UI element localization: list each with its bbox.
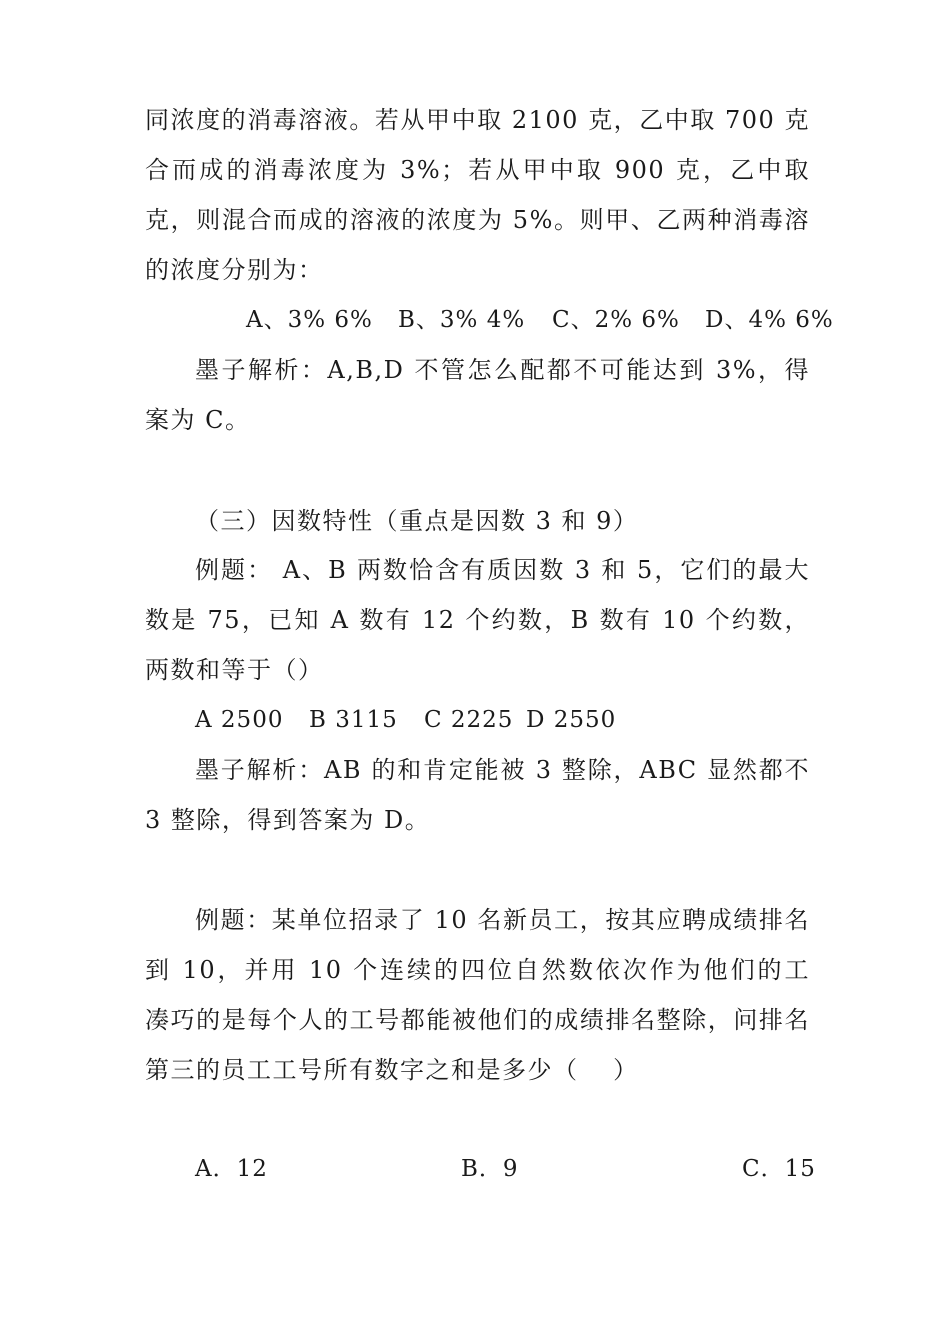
text-line: 克，则混合而成的溶液的浓度为 5%。则甲、乙两种消毒溶	[145, 206, 810, 234]
text-line: 合而成的消毒浓度为 3%；若从甲中取 900 克，乙中取	[145, 156, 810, 184]
text-line: 凑巧的是每个人的工号都能被他们的成绩排名整除，问排名	[145, 1006, 810, 1034]
option-b: B、3% 4%	[398, 307, 526, 333]
text-line: 的浓度分别为：	[145, 256, 324, 284]
option-a: A．12	[195, 1156, 268, 1182]
analysis-line: 墨子解析：AB 的和肯定能被 3 整除，ABC 显然都不	[195, 756, 810, 784]
option-c: C 2225	[424, 707, 514, 733]
option-d: D 2550	[526, 707, 617, 733]
option-d: D、4% 6%	[705, 307, 834, 333]
option-b: B 3115	[309, 707, 398, 733]
analysis-line: 墨子解析：A,B,D 不管怎么配都不可能达到 3%，得	[195, 356, 810, 384]
section-heading: （三）因数特性（重点是因数 3 和 9）	[195, 507, 639, 535]
text-line: 例题：某单位招录了 10 名新员工，按其应聘成绩排名	[195, 906, 810, 934]
option-b: B．9	[461, 1156, 519, 1182]
option-a: A、3% 6%	[246, 307, 373, 333]
text-line: 例题： A、B 两数恰含有质因数 3 和 5，它们的最大	[195, 556, 810, 584]
text-line: 第三的员工工号所有数字之和是多少（ ）	[145, 1056, 639, 1084]
text-line: 到 10，并用 10 个连续的四位自然数依次作为他们的工	[145, 956, 810, 984]
option-c: C、2% 6%	[552, 307, 680, 333]
text-line: 数是 75，已知 A 数有 12 个约数，B 数有 10 个约数，	[145, 606, 810, 634]
text-line: 两数和等于（）	[145, 656, 324, 684]
analysis-line: 案为 C。	[145, 406, 251, 434]
text-line: 同浓度的消毒溶液。若从甲中取 2100 克，乙中取 700 克	[145, 106, 810, 134]
option-c: C．15	[742, 1156, 816, 1182]
option-a: A 2500	[195, 707, 284, 733]
analysis-line: 3 整除，得到答案为 D。	[145, 806, 431, 834]
